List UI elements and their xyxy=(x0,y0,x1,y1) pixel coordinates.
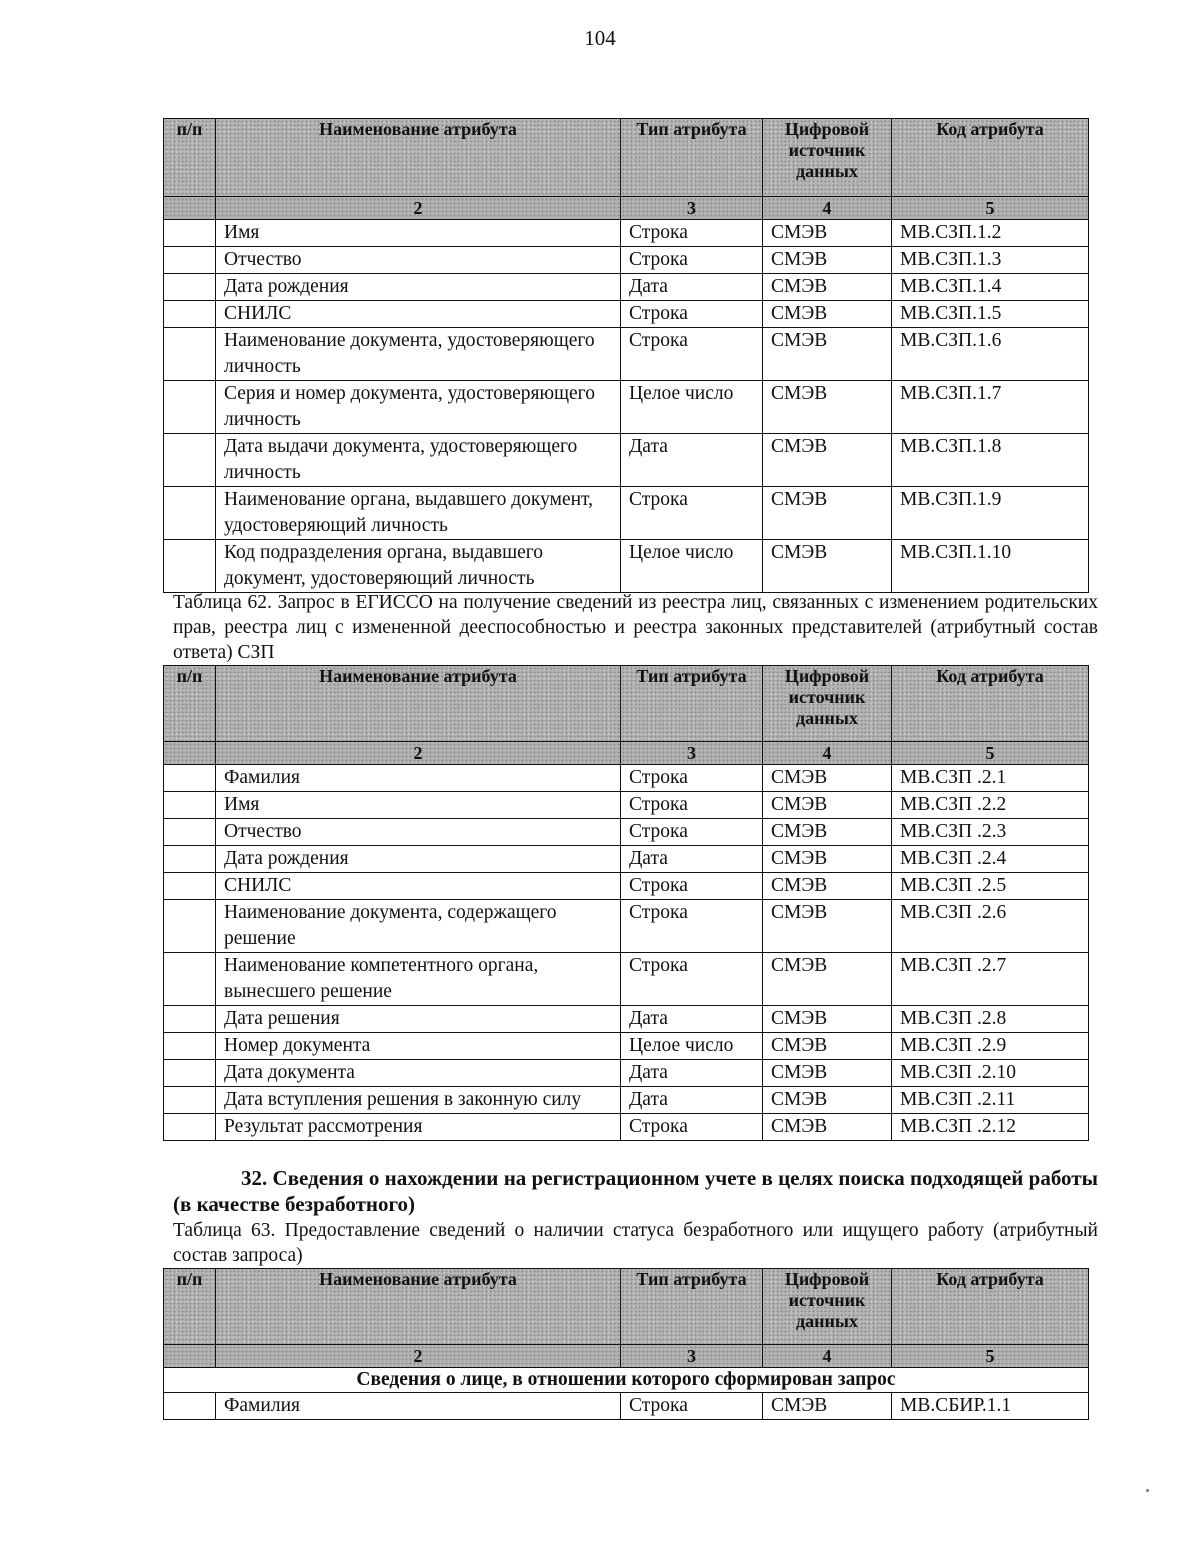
header-attribute-code: Код атрибута xyxy=(892,119,1089,197)
attribute-code-cell: МВ.СЗП .2.2 xyxy=(892,792,1089,819)
header-attribute-type: Тип атрибута xyxy=(621,666,763,742)
data-source-cell: СМЭВ xyxy=(763,487,892,540)
attribute-code-cell: МВ.СЗП .2.9 xyxy=(892,1033,1089,1060)
attribute-name-cell: Наименование документа, удостоверяющего личность xyxy=(216,328,621,381)
attribute-table-continued xyxy=(163,118,1089,593)
attribute-type-cell: Строка xyxy=(621,247,763,274)
table-row xyxy=(164,1006,1089,1033)
data-source-cell: СМЭВ xyxy=(763,220,892,247)
column-number-row xyxy=(164,197,1089,220)
attribute-code-cell: МВ.СЗП .2.3 xyxy=(892,819,1089,846)
data-source-cell: СМЭВ xyxy=(763,900,892,953)
attribute-name-cell: Дата документа xyxy=(216,1060,621,1087)
column-number-row xyxy=(164,742,1089,765)
attribute-code-cell: МВ.СЗП.1.7 xyxy=(892,381,1089,434)
attribute-code-cell: МВ.СЗП .2.10 xyxy=(892,1060,1089,1087)
attribute-type-cell: Строка xyxy=(621,873,763,900)
header-attribute-code: Код атрибута xyxy=(892,1269,1089,1345)
attribute-type-cell: Строка xyxy=(621,487,763,540)
table-row xyxy=(164,1393,1089,1420)
row-num-cell xyxy=(164,274,216,301)
attribute-type-cell: Строка xyxy=(621,953,763,1006)
col-num-5: 5 xyxy=(892,742,1089,765)
table-header-row xyxy=(164,666,1089,742)
data-source-cell: СМЭВ xyxy=(763,301,892,328)
header-attribute-type: Тип атрибута xyxy=(621,1269,763,1345)
attribute-table-63 xyxy=(163,1268,1089,1420)
row-num-cell xyxy=(164,792,216,819)
row-num-cell xyxy=(164,953,216,1006)
table-63-caption: Таблица 63. Предоставление сведений о наличии статуса безработного или ищущего работу (атрибутный состав запроса) xyxy=(173,1220,1098,1266)
data-source-cell: СМЭВ xyxy=(763,274,892,301)
col-num-4: 4 xyxy=(763,742,892,765)
col-num-2: 2 xyxy=(216,197,621,220)
table-row xyxy=(164,220,1089,247)
row-num-cell xyxy=(164,328,216,381)
row-num-cell xyxy=(164,487,216,540)
attribute-code-cell: МВ.СЗП .2.8 xyxy=(892,1006,1089,1033)
table-row xyxy=(164,1087,1089,1114)
table-row xyxy=(164,873,1089,900)
attribute-type-cell: Строка xyxy=(621,900,763,953)
data-source-cell: СМЭВ xyxy=(763,1393,892,1420)
attribute-name-cell: Отчество xyxy=(216,819,621,846)
row-num-cell xyxy=(164,1060,216,1087)
attribute-type-cell: Дата xyxy=(621,1006,763,1033)
attribute-code-cell: МВ.СЗП.1.4 xyxy=(892,274,1089,301)
attribute-type-cell: Целое число xyxy=(621,540,763,593)
data-source-cell: СМЭВ xyxy=(763,328,892,381)
data-source-cell: СМЭВ xyxy=(763,1114,892,1141)
data-source-cell: СМЭВ xyxy=(763,819,892,846)
attribute-type-cell: Строка xyxy=(621,220,763,247)
data-source-cell: СМЭВ xyxy=(763,381,892,434)
section-row-label: Сведения о лице, в отношении которого сформирован запрос xyxy=(164,1368,1089,1393)
col-num-2: 2 xyxy=(216,742,621,765)
page-number: 104 xyxy=(584,26,616,50)
data-source-cell: СМЭВ xyxy=(763,247,892,274)
attribute-type-cell: Строка xyxy=(621,1114,763,1141)
row-num-cell xyxy=(164,381,216,434)
attribute-code-cell: МВ.СЗП.1.5 xyxy=(892,301,1089,328)
table-header-row xyxy=(164,119,1089,197)
data-source-cell: СМЭВ xyxy=(763,1033,892,1060)
attribute-type-cell: Целое число xyxy=(621,381,763,434)
attribute-type-cell: Дата xyxy=(621,846,763,873)
attribute-code-cell: МВ.СЗП .2.12 xyxy=(892,1114,1089,1141)
data-source-cell: СМЭВ xyxy=(763,953,892,1006)
table-row xyxy=(164,301,1089,328)
attribute-name-cell: Наименование документа, содержащего решение xyxy=(216,900,621,953)
table-row xyxy=(164,846,1089,873)
col-num-5: 5 xyxy=(892,1345,1089,1368)
attribute-code-cell: МВ.СЗП .2.11 xyxy=(892,1087,1089,1114)
attribute-code-cell: МВ.СЗП.1.8 xyxy=(892,434,1089,487)
row-num-cell xyxy=(164,247,216,274)
data-source-cell: СМЭВ xyxy=(763,540,892,593)
table-row xyxy=(164,1060,1089,1087)
attribute-code-cell: МВ.СЗП .2.7 xyxy=(892,953,1089,1006)
attribute-name-cell: СНИЛС xyxy=(216,873,621,900)
attribute-type-cell: Строка xyxy=(621,792,763,819)
attribute-code-cell: МВ.СЗП.1.2 xyxy=(892,220,1089,247)
row-num-cell xyxy=(164,1393,216,1420)
table-row xyxy=(164,900,1089,953)
attribute-code-cell: МВ.СЗП .2.6 xyxy=(892,900,1089,953)
table-header-row xyxy=(164,1269,1089,1345)
row-num-cell xyxy=(164,434,216,487)
table-row xyxy=(164,540,1089,593)
data-source-cell: СМЭВ xyxy=(763,873,892,900)
col-num-3: 3 xyxy=(621,197,763,220)
table-row xyxy=(164,1033,1089,1060)
attribute-type-cell: Дата xyxy=(621,1087,763,1114)
attribute-name-cell: Дата вступления решения в законную силу xyxy=(216,1087,621,1114)
table-row xyxy=(164,487,1089,540)
row-num-cell xyxy=(164,900,216,953)
attribute-type-cell: Дата xyxy=(621,434,763,487)
table-row xyxy=(164,819,1089,846)
header-data-source: Цифровой источник данных xyxy=(763,1269,892,1345)
row-num-cell xyxy=(164,220,216,247)
col-num-5: 5 xyxy=(892,197,1089,220)
header-attribute-name: Наименование атрибута xyxy=(216,1269,621,1345)
attribute-name-cell: Номер документа xyxy=(216,1033,621,1060)
row-num-cell xyxy=(164,301,216,328)
row-num-cell xyxy=(164,765,216,792)
column-number-row xyxy=(164,1345,1089,1368)
attribute-type-cell: Строка xyxy=(621,1393,763,1420)
data-source-cell: СМЭВ xyxy=(763,792,892,819)
attribute-name-cell: Код подразделения органа, выдавшего документ, удостоверяющий личность xyxy=(216,540,621,593)
col-num-1 xyxy=(164,742,216,765)
attribute-type-cell: Дата xyxy=(621,274,763,301)
attribute-type-cell: Строка xyxy=(621,301,763,328)
section-32-heading: 32. Сведения о нахождении на регистрационном учете в целях поиска подходящей работы (в качестве безработного) xyxy=(173,1166,1098,1216)
header-attribute-code: Код атрибута xyxy=(892,666,1089,742)
col-num-4: 4 xyxy=(763,1345,892,1368)
table-row xyxy=(164,247,1089,274)
header-num: п/п xyxy=(164,119,216,197)
row-num-cell xyxy=(164,1087,216,1114)
header-attribute-name: Наименование атрибута xyxy=(216,119,621,197)
attribute-name-cell: Отчество xyxy=(216,247,621,274)
attribute-name-cell: Дата решения xyxy=(216,1006,621,1033)
attribute-name-cell: Дата выдачи документа, удостоверяющего личность xyxy=(216,434,621,487)
table-row xyxy=(164,274,1089,301)
attribute-name-cell: Серия и номер документа, удостоверяющего личность xyxy=(216,381,621,434)
data-source-cell: СМЭВ xyxy=(763,434,892,487)
attribute-name-cell: Наименование компетентного органа, вынесшего решение xyxy=(216,953,621,1006)
data-source-cell: СМЭВ xyxy=(763,1006,892,1033)
table-62-caption: Таблица 62. Запрос в ЕГИССО на получение сведений из реестра лиц, связанных с изменением родительских прав, реестра лиц с измененной дееспособностью и реестра законных представителей (атрибутный состав ответа) СЗП xyxy=(173,592,1098,663)
attribute-code-cell: МВ.СЗП.1.9 xyxy=(892,487,1089,540)
attribute-name-cell: Результат рассмотрения xyxy=(216,1114,621,1141)
attribute-type-cell: Дата xyxy=(621,1060,763,1087)
table-row xyxy=(164,1114,1089,1141)
data-source-cell: СМЭВ xyxy=(763,765,892,792)
table-row xyxy=(164,765,1089,792)
attribute-name-cell: Фамилия xyxy=(216,1393,621,1420)
attribute-name-cell: СНИЛС xyxy=(216,301,621,328)
data-source-cell: СМЭВ xyxy=(763,1060,892,1087)
attribute-code-cell: МВ.СЗП.1.6 xyxy=(892,328,1089,381)
header-attribute-type: Тип атрибута xyxy=(621,119,763,197)
row-num-cell xyxy=(164,819,216,846)
attribute-name-cell: Имя xyxy=(216,792,621,819)
attribute-type-cell: Строка xyxy=(621,819,763,846)
header-num: п/п xyxy=(164,666,216,742)
attribute-code-cell: МВ.СЗП.1.3 xyxy=(892,247,1089,274)
row-num-cell xyxy=(164,846,216,873)
attribute-code-cell: МВ.СЗП.1.10 xyxy=(892,540,1089,593)
col-num-3: 3 xyxy=(621,1345,763,1368)
data-source-cell: СМЭВ xyxy=(763,846,892,873)
table-row xyxy=(164,792,1089,819)
row-num-cell xyxy=(164,1114,216,1141)
attribute-name-cell: Дата рождения xyxy=(216,846,621,873)
row-num-cell xyxy=(164,1006,216,1033)
attribute-name-cell: Имя xyxy=(216,220,621,247)
col-num-4: 4 xyxy=(763,197,892,220)
attribute-type-cell: Целое число xyxy=(621,1033,763,1060)
scan-speck xyxy=(1146,1489,1149,1492)
col-num-2: 2 xyxy=(216,1345,621,1368)
attribute-code-cell: МВ.СЗП .2.4 xyxy=(892,846,1089,873)
attribute-type-cell: Строка xyxy=(621,765,763,792)
attribute-type-cell: Строка xyxy=(621,328,763,381)
header-num: п/п xyxy=(164,1269,216,1345)
attribute-name-cell: Наименование органа, выдавшего документ, удостоверяющий личность xyxy=(216,487,621,540)
col-num-1 xyxy=(164,1345,216,1368)
data-source-cell: СМЭВ xyxy=(763,1087,892,1114)
header-data-source: Цифровой источник данных xyxy=(763,666,892,742)
table-row xyxy=(164,434,1089,487)
table-row xyxy=(164,381,1089,434)
attribute-code-cell: МВ.СЗП .2.5 xyxy=(892,873,1089,900)
col-num-1 xyxy=(164,197,216,220)
attribute-table-62 xyxy=(163,665,1089,1141)
attribute-name-cell: Дата рождения xyxy=(216,274,621,301)
header-attribute-name: Наименование атрибута xyxy=(216,666,621,742)
row-num-cell xyxy=(164,540,216,593)
row-num-cell xyxy=(164,1033,216,1060)
table-row xyxy=(164,328,1089,381)
table-row xyxy=(164,953,1089,1006)
table-section-row xyxy=(164,1368,1089,1393)
row-num-cell xyxy=(164,873,216,900)
header-data-source: Цифровой источник данных xyxy=(763,119,892,197)
col-num-3: 3 xyxy=(621,742,763,765)
attribute-code-cell: МВ.СЗП .2.1 xyxy=(892,765,1089,792)
attribute-code-cell: МВ.СБИР.1.1 xyxy=(892,1393,1089,1420)
attribute-name-cell: Фамилия xyxy=(216,765,621,792)
